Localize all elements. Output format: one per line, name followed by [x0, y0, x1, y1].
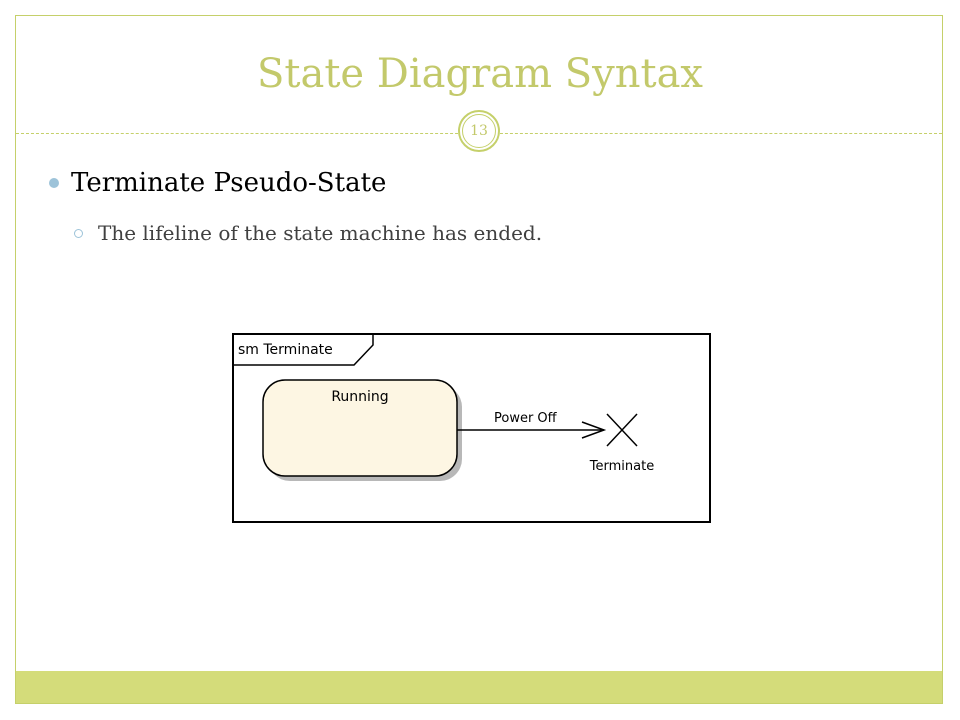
- frame-label: sm Terminate: [238, 342, 333, 358]
- terminate-label: Terminate: [589, 459, 655, 474]
- bullet-sub: [74, 221, 542, 245]
- transition-label: Power Off: [494, 411, 557, 426]
- bullet-ring-icon: [74, 229, 83, 238]
- slide-number-badge: [458, 110, 500, 152]
- slide-title: State Diagram Syntax: [257, 51, 703, 97]
- state-running-label: Running: [331, 389, 389, 405]
- bullet-dot-icon: [49, 178, 59, 188]
- footer-bar: [16, 671, 942, 703]
- bullet-main-text: Terminate Pseudo-State: [71, 168, 387, 198]
- bullet-main: [49, 168, 386, 198]
- state-diagram: [232, 333, 712, 524]
- slide-number: 13: [462, 114, 496, 148]
- bullet-sub-text: The lifeline of the state machine has ended.: [98, 221, 543, 245]
- state-diagram-svg: [232, 333, 712, 524]
